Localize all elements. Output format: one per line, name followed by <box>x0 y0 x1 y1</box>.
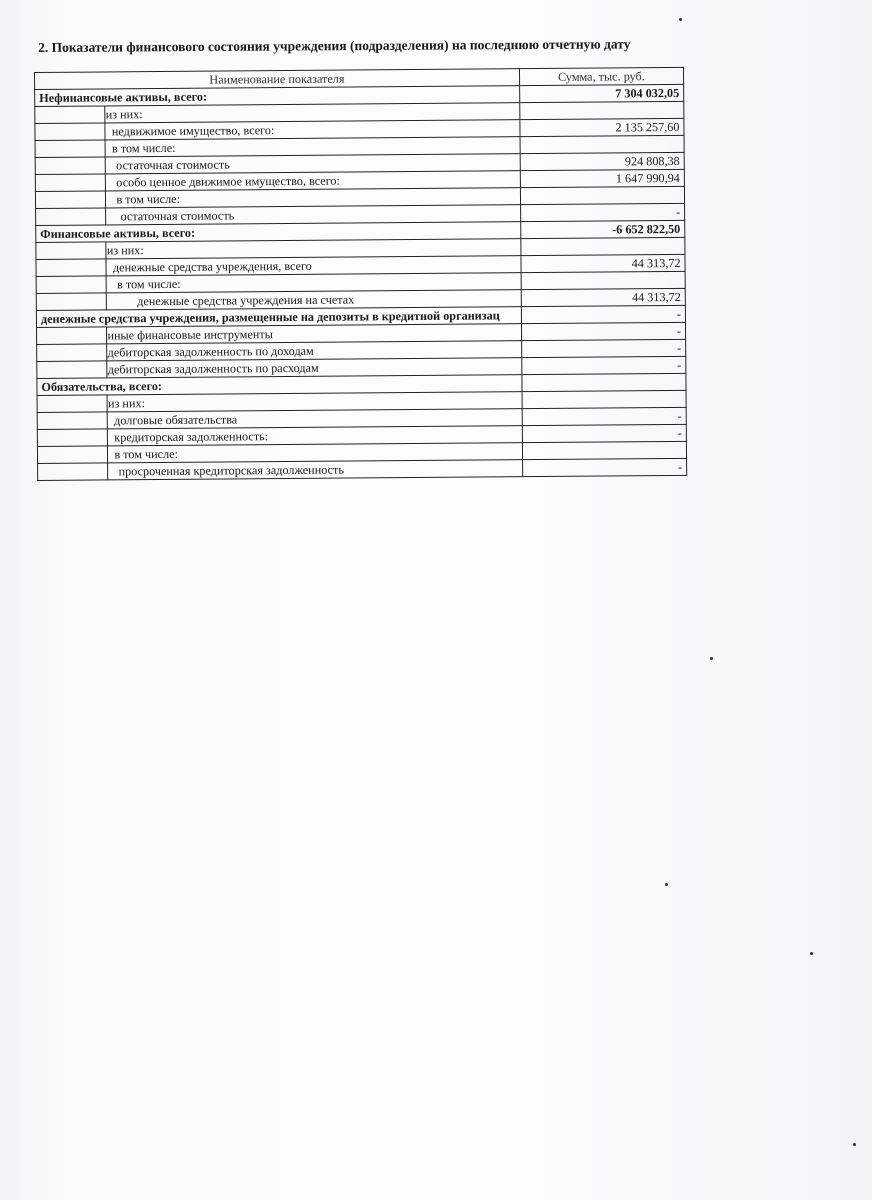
row-indent-cell <box>35 123 106 141</box>
row-value: 924 808,38 <box>520 152 684 170</box>
row-indent-cell <box>36 293 107 311</box>
row-value <box>522 441 686 459</box>
row-value: - <box>520 203 684 221</box>
row-indent-cell <box>36 208 107 226</box>
row-indent-cell <box>37 412 108 430</box>
row-value: 7 304 032,05 <box>519 84 683 102</box>
row-label: денежные средства учреждения, всего <box>106 256 520 276</box>
scan-speck <box>665 883 668 886</box>
row-indent-cell <box>37 446 108 464</box>
row-value: 44 313,72 <box>521 254 685 272</box>
row-value: 1 647 990,94 <box>520 169 684 187</box>
row-label: из них: <box>105 103 519 123</box>
row-label: из них: <box>107 392 521 412</box>
row-indent-cell <box>36 242 107 260</box>
row-indent-cell <box>37 327 108 345</box>
row-label: недвижимое имущество, всего: <box>105 120 519 140</box>
row-indent-cell <box>37 395 108 413</box>
row-label: Нефинансовые активы, всего: <box>35 86 520 107</box>
row-label: особо ценное движимое имущество, всего: <box>106 171 520 191</box>
row-label: из них: <box>106 239 520 259</box>
row-label: денежные средства учреждения, размещенные на депозиты в кредитной организац <box>36 307 521 328</box>
scan-speck <box>853 1143 856 1146</box>
row-label: денежные средства учреждения на счетах <box>107 290 521 310</box>
scan-speck <box>810 952 813 955</box>
row-value: -6 652 822,50 <box>520 220 684 238</box>
row-label: просроченная кредиторская задолженность <box>108 460 522 480</box>
row-indent-cell <box>35 174 106 192</box>
column-header-sum: Сумма, тыс. руб. <box>519 67 683 85</box>
row-indent-cell <box>37 344 108 362</box>
row-value <box>520 135 684 153</box>
row-value <box>519 101 683 119</box>
row-indent-cell <box>35 140 106 158</box>
row-indent-cell <box>35 157 106 175</box>
row-indent-cell <box>36 259 107 277</box>
row-value: - <box>522 458 686 476</box>
row-indent-cell <box>36 276 107 294</box>
row-label: в том числе: <box>108 443 522 463</box>
row-label: кредиторская задолженность: <box>108 426 522 446</box>
table-body <box>35 84 687 480</box>
row-label: дебиторская задолженность по расходам <box>107 358 521 378</box>
financial-indicators-table <box>34 67 692 481</box>
scan-speck <box>710 657 713 660</box>
row-value <box>521 237 685 255</box>
row-value: 2 135 257,60 <box>520 118 684 136</box>
row-value: 44 313,72 <box>521 288 685 306</box>
row-label: в том числе: <box>106 188 520 208</box>
row-label: иные финансовые инструменты <box>107 324 521 344</box>
row-value: - <box>521 356 685 374</box>
row-label: в том числе: <box>105 137 519 157</box>
row-value <box>522 373 686 391</box>
row-value <box>522 390 686 408</box>
row-indent-cell <box>38 463 109 481</box>
row-label: Финансовые активы, всего: <box>36 222 521 243</box>
row-label: в том числе: <box>107 273 521 293</box>
row-indent-cell <box>35 191 106 209</box>
row-indent-cell <box>37 429 108 447</box>
row-label: дебиторская задолженность по доходам <box>107 341 521 361</box>
row-value: - <box>522 424 686 442</box>
row-label: долговые обязательства <box>108 409 522 429</box>
section-heading: 2. Показатели финансового состояния учреждения (подразделения) на последнюю отчетную дату <box>38 36 631 55</box>
row-label: остаточная стоимость <box>106 205 520 225</box>
row-value: - <box>521 305 685 323</box>
row-indent-cell <box>35 106 106 124</box>
row-value: - <box>521 339 685 357</box>
scan-speck <box>679 18 682 21</box>
row-indent-cell <box>37 361 108 379</box>
column-header-name: Наименование показателя <box>35 69 520 90</box>
row-value: - <box>522 407 686 425</box>
row-value <box>521 271 685 289</box>
row-label: Обязательства, всего: <box>37 375 522 396</box>
row-value <box>520 186 684 204</box>
row-value: - <box>521 322 685 340</box>
row-label: остаточная стоимость <box>106 154 520 174</box>
